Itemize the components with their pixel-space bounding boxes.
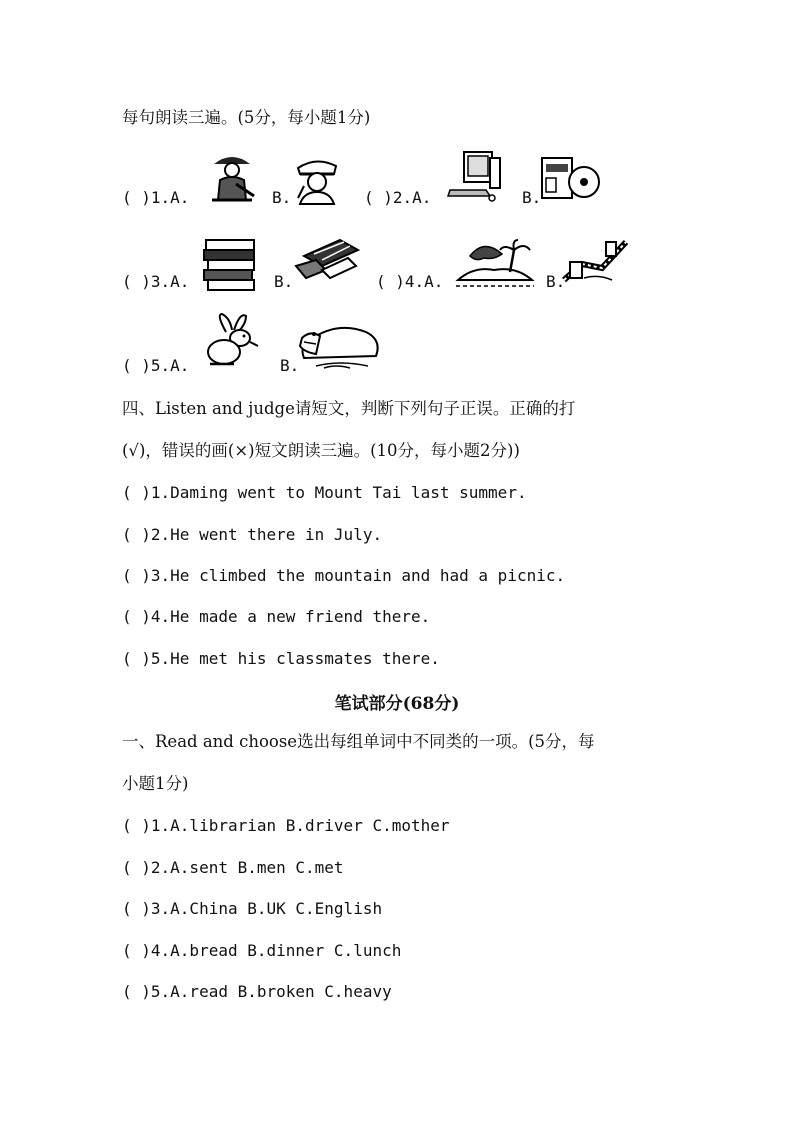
question-2-label: ( )2.A. [364,188,432,207]
choose-item-2: ( )2.A.sent B.men C.met [122,858,344,877]
choose-item-4: ( )4.A.bread B.dinner C.lunch [122,941,402,960]
judge-item-5: ( )5.He met his classmates there. [122,649,440,668]
written-part-heading: 笔试部分(68分) [334,694,460,714]
judge-item-1: ( )1.Daming went to Mount Tai last summer. [122,483,527,502]
cd-player-icon [540,156,602,200]
question-5-b-label: B. [280,356,300,375]
farmer-icon [206,150,258,204]
judge-item-4: ( )4.He made a new friend there. [122,607,431,626]
chocolate-bars-icon [292,236,362,288]
choose-item-5: ( )5.A.read B.broken C.heavy [122,982,392,1001]
section4-title-line1: 四、Listen and judge请短文，判断下列句子正误。正确的打 [122,399,576,418]
question-4-b-label: B. [546,272,566,291]
computer-icon [446,150,504,204]
question-5-label: ( )5.A. [122,356,190,375]
written-section1-title-line1: 一、Read and choose选出每组单词中不同类的一项。(5分，每 [122,732,595,751]
great-wall-icon [562,234,630,286]
choose-item-1: ( )1.A.librarian B.driver C.mother [122,816,450,835]
question-3-b-label: B. [274,272,294,291]
question-4-label: ( )4.A. [376,272,444,291]
island-icon [454,236,536,290]
section4-title-line2: (√)，错误的画(×)短文朗读三遍。(10分，每小题2分)) [122,441,520,460]
choose-item-3: ( )3.A.China B.UK C.English [122,899,383,918]
judge-item-3: ( )3.He climbed the mountain and had a picnic. [122,566,566,585]
question-3-label: ( )3.A. [122,272,190,291]
hippo-icon [296,320,384,372]
question-1-b-label: B. [272,188,292,207]
question-1-label: ( )1.A. [122,188,190,207]
written-section1-title-line2: 小题1分) [122,774,189,793]
section3-instruction: 每句朗读三遍。(5分，每小题1分) [122,108,371,127]
judge-item-2: ( )2.He went there in July. [122,525,383,544]
books-icon [200,236,260,292]
police-officer-icon [290,154,342,206]
rabbit-icon [200,312,262,370]
question-2-b-label: B. [522,188,542,207]
